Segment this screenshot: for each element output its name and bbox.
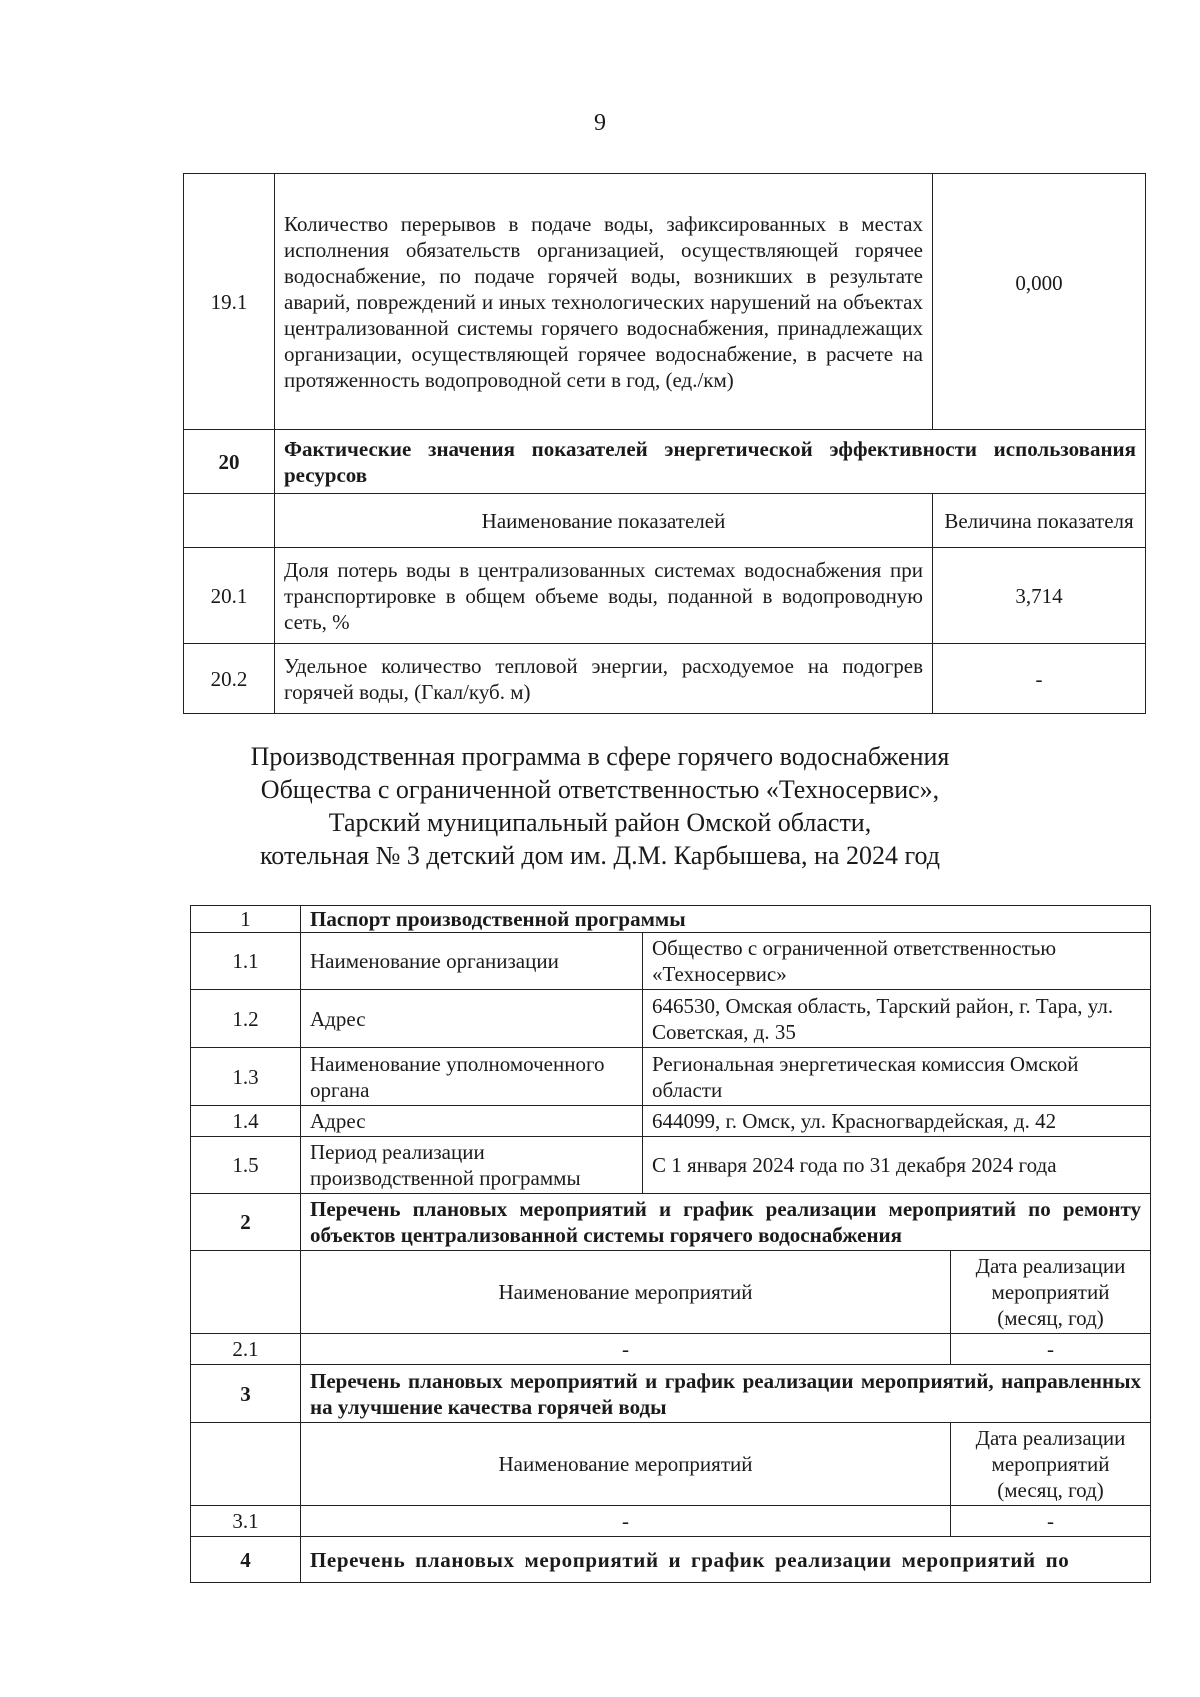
table-row <box>191 1365 1151 1423</box>
table-row <box>191 1251 1151 1334</box>
row-number: 20.2 <box>184 644 275 714</box>
table-row <box>191 1334 1151 1365</box>
field-label: Наименование организации <box>301 933 643 990</box>
table-row <box>184 430 1146 494</box>
row-number: 2.1 <box>191 1334 301 1365</box>
indicator-value: - <box>933 644 1146 714</box>
section-number: 1 <box>191 906 301 933</box>
empty-cell <box>191 1251 301 1334</box>
title-line: Общества с ограниченной ответственностью «Техносервис», <box>260 775 940 804</box>
row-number: 1.5 <box>191 1137 301 1194</box>
row-number: 1.3 <box>191 1048 301 1106</box>
table-row <box>191 1423 1151 1506</box>
column-header-name: Наименование мероприятий <box>301 1423 951 1506</box>
indicator-name: Удельное количество тепловой энергии, расходуемое на подогрев горячей воды, (Гкал/куб. м) <box>275 644 933 714</box>
table-row <box>191 1506 1151 1537</box>
table-row <box>191 990 1151 1048</box>
section-title: Фактические значения показателей энергетической эффективности использования ресурсов <box>275 430 1146 494</box>
row-number: 20.1 <box>184 548 275 644</box>
column-header-date: Дата реализации мероприятий (месяц, год) <box>951 1251 1151 1334</box>
field-label: Наименование уполномоченного органа <box>301 1048 643 1106</box>
field-value: Региональная энергетическая комиссия Омской области <box>643 1048 1151 1106</box>
indicators-table <box>183 173 1146 714</box>
table-row <box>184 174 1146 430</box>
column-header-date: Дата реализации мероприятий (месяц, год) <box>951 1423 1151 1506</box>
section-number: 3 <box>191 1365 301 1423</box>
section-title: Перечень плановых мероприятий и график реализации мероприятий, направленных на улучшение качества горячей воды <box>301 1365 1151 1423</box>
table-row <box>184 548 1146 644</box>
section-number: 4 <box>191 1537 301 1583</box>
field-value: 646530, Омская область, Тарский район, г. Тара, ул. Советская, д. 35 <box>643 990 1151 1048</box>
activity-date: - <box>951 1506 1151 1537</box>
section-title: Перечень плановых мероприятий и график реализации мероприятий по <box>301 1537 1151 1583</box>
title-line: Тарский муниципальный район Омской области, <box>328 808 872 837</box>
field-label: Адрес <box>301 990 643 1048</box>
row-number: 1.4 <box>191 1106 301 1137</box>
row-number: 19.1 <box>184 174 275 430</box>
table-row <box>191 1048 1151 1106</box>
program-table <box>190 905 1151 1583</box>
table-row <box>191 1194 1151 1251</box>
table-row <box>191 1537 1151 1583</box>
section-number: 20 <box>184 430 275 494</box>
title-line: Производственная программа в сфере горячего водоснабжения <box>250 742 950 771</box>
section-title: Перечень плановых мероприятий и график реализации мероприятий по ремонту объектов централизованной системы горячего водоснабжения <box>301 1194 1151 1251</box>
empty-cell <box>184 494 275 548</box>
table-row <box>184 494 1146 548</box>
row-number: 3.1 <box>191 1506 301 1537</box>
table-row <box>191 1106 1151 1137</box>
field-value: 644099, г. Омск, ул. Красногвардейская, д. 42 <box>643 1106 1151 1137</box>
table-row <box>191 933 1151 990</box>
indicator-name: Количество перерывов в подаче воды, зафиксированных в местах исполнения обязательств организацией, осуществляющей горячее водоснабжение, по подаче горячей воды, возникших в результате аварий, повреждений и иных технологических нарушений на объектах централизованной системы горячего водоснабжения, принадлежащих организации, осуществляющей горячее водоснабжение, в расчете на протяженность водопроводной сети в год, (ед./км) <box>275 174 933 430</box>
program-title <box>0 740 1200 872</box>
table-row <box>191 1137 1151 1194</box>
empty-cell <box>191 1423 301 1506</box>
column-header-name: Наименование мероприятий <box>301 1251 951 1334</box>
column-header-value: Величина показателя <box>933 494 1146 548</box>
indicator-name: Доля потерь воды в централизованных системах водоснабжения при транспортировке в общем объеме воды, поданной в водопроводную сеть, % <box>275 548 933 644</box>
indicator-value: 3,714 <box>933 548 1146 644</box>
row-number: 1.1 <box>191 933 301 990</box>
section-number: 2 <box>191 1194 301 1251</box>
table-row <box>184 644 1146 714</box>
column-header-name: Наименование показателей <box>275 494 933 548</box>
title-line: котельная № 3 детский дом им. Д.М. Карбышева, на 2024 год <box>260 841 940 870</box>
field-value: Общество с ограниченной ответственностью «Техносервис» <box>643 933 1151 990</box>
row-number: 1.2 <box>191 990 301 1048</box>
indicator-value: 0,000 <box>933 174 1146 430</box>
activity-name: - <box>301 1334 951 1365</box>
page-number: 9 <box>594 110 606 136</box>
activity-date: - <box>951 1334 1151 1365</box>
section-title: Паспорт производственной программы <box>301 906 1151 933</box>
activity-name: - <box>301 1506 951 1537</box>
field-label: Адрес <box>301 1106 643 1137</box>
field-label: Период реализации производственной программы <box>301 1137 643 1194</box>
table-row <box>191 906 1151 933</box>
field-value: С 1 января 2024 года по 31 декабря 2024 года <box>643 1137 1151 1194</box>
